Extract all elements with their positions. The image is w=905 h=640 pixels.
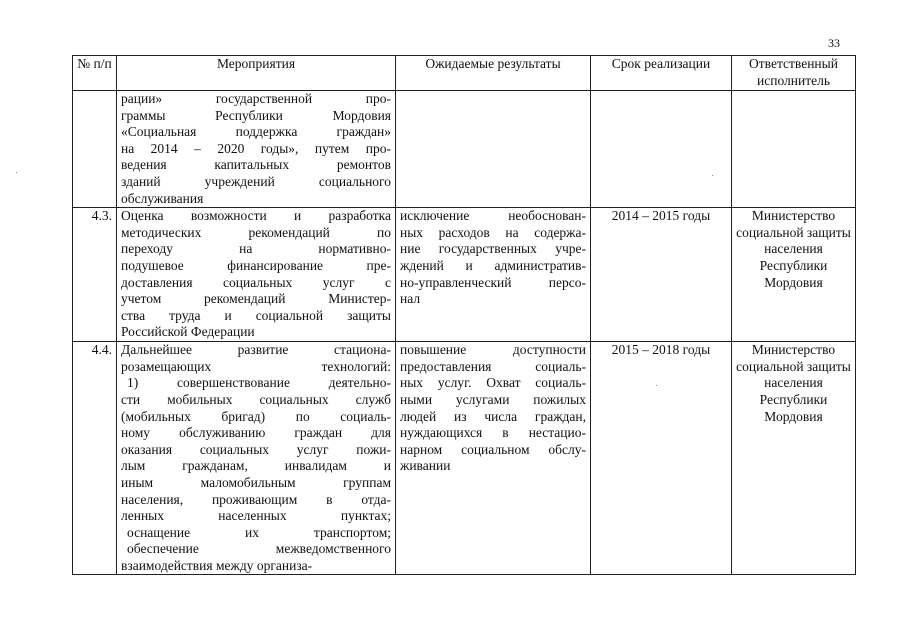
measure-line: граммы Республики Мордовия	[121, 107, 391, 123]
measure-line: методических рекомендаций по	[121, 224, 391, 240]
result-line: повышение доступности	[400, 342, 586, 358]
measure-line: на 2014 – 2020 годы», путем про-	[121, 140, 391, 156]
measure-line: зданий учреждений социального	[121, 173, 391, 189]
measure-line: «Социальная поддержка граждан»	[121, 124, 391, 140]
header-results: Ожидаемые результаты	[396, 56, 591, 91]
measure-line: Дальнейшее развитие стациона-	[121, 342, 391, 358]
measure-line: лым гражданам, инвалидам и	[121, 458, 391, 474]
result-line: ных расходов на содержа-	[400, 224, 586, 240]
measure-line: оказания социальных услуг пожи-	[121, 441, 391, 457]
result-line: нуждающихся в нестацио-	[400, 425, 586, 441]
term-cell: 2015 – 2018 годы	[591, 342, 732, 575]
row-number	[73, 91, 117, 208]
measure-line: рации» государственной про-	[121, 91, 391, 106]
measure-line: розамещающих технологий:	[121, 358, 391, 374]
result-line: людей из числа граждан,	[400, 408, 586, 424]
header-num: № п/п	[73, 56, 117, 91]
result-line: исключение необоснован-	[400, 208, 586, 224]
measure-line: Оценка возможности и разработка	[121, 208, 391, 224]
measure-line: оснащение их транспортом;	[127, 524, 391, 540]
measures-table	[72, 55, 856, 575]
measure-cell	[117, 208, 396, 342]
result-line: предоставления социаль-	[400, 358, 586, 374]
scan-speck	[16, 172, 17, 173]
measure-line: ленных населенных пунктах;	[121, 508, 391, 524]
measure-cell	[117, 91, 396, 208]
scan-speck	[712, 175, 713, 176]
result-line: ние государственных учре-	[400, 241, 586, 257]
table-row	[73, 91, 856, 208]
measure-line: (мобильных бригад) по социаль-	[121, 408, 391, 424]
expected-result-cell	[396, 208, 591, 342]
table-header-row	[73, 56, 856, 91]
result-line: ными услугами пожилых	[400, 391, 586, 407]
measure-line: учетом рекомендаций Министер-	[121, 291, 391, 307]
responsible-cell: Министерство социальной защиты населения Республики Мордовия	[732, 208, 856, 342]
measure-line: Российской Федерации	[121, 324, 255, 340]
row-number: 4.3.	[73, 208, 117, 342]
result-line: но-управленческий персо-	[400, 274, 586, 290]
measure-line: сти мобильных социальных служб	[121, 391, 391, 407]
measure-line: населения, проживающим в отда-	[121, 491, 391, 507]
result-line: ных услуг. Охват социаль-	[400, 375, 586, 391]
measure-line: ведения капитальных ремонтов	[121, 157, 391, 173]
table-row	[73, 208, 856, 342]
measure-line: ному обслуживанию граждан для	[121, 425, 391, 441]
header-responsible: Ответственный исполнитель	[732, 56, 856, 91]
measure-cell	[117, 342, 396, 575]
measure-line: 1) совершенствование деятельно-	[127, 375, 391, 391]
measure-line: обслуживания	[121, 190, 204, 206]
expected-result-cell	[396, 342, 591, 575]
measure-line: подушевое финансирование пре-	[121, 257, 391, 273]
header-term: Срок реализации	[591, 56, 732, 91]
measure-line: доставления социальных услуг с	[121, 274, 391, 290]
measure-line: иным маломобильным группам	[121, 474, 391, 490]
term-cell: 2014 – 2015 годы	[591, 208, 732, 342]
table-row	[73, 342, 856, 575]
measure-line: переходу на нормативно-	[121, 241, 391, 257]
table-body	[73, 91, 856, 575]
result-line: нарном социальном обслу-	[400, 441, 586, 457]
page-number: 33	[828, 36, 840, 50]
header-measures: Мероприятия	[117, 56, 396, 91]
measure-line: взаимодействия между организа-	[121, 557, 313, 573]
responsible-cell: Министерство социальной защиты населения Республики Мордовия	[732, 342, 856, 575]
scan-speck	[656, 385, 657, 386]
result-line: ждений и административ-	[400, 257, 586, 273]
result-line: живании	[400, 458, 451, 474]
expected-result-cell	[396, 91, 591, 208]
responsible-cell	[732, 91, 856, 208]
measure-line: обеспечение межведомственного	[127, 541, 391, 557]
term-cell	[591, 91, 732, 208]
row-number: 4.4.	[73, 342, 117, 575]
result-line: нал	[400, 291, 421, 307]
measure-line: ства труда и социальной защиты	[121, 307, 391, 323]
